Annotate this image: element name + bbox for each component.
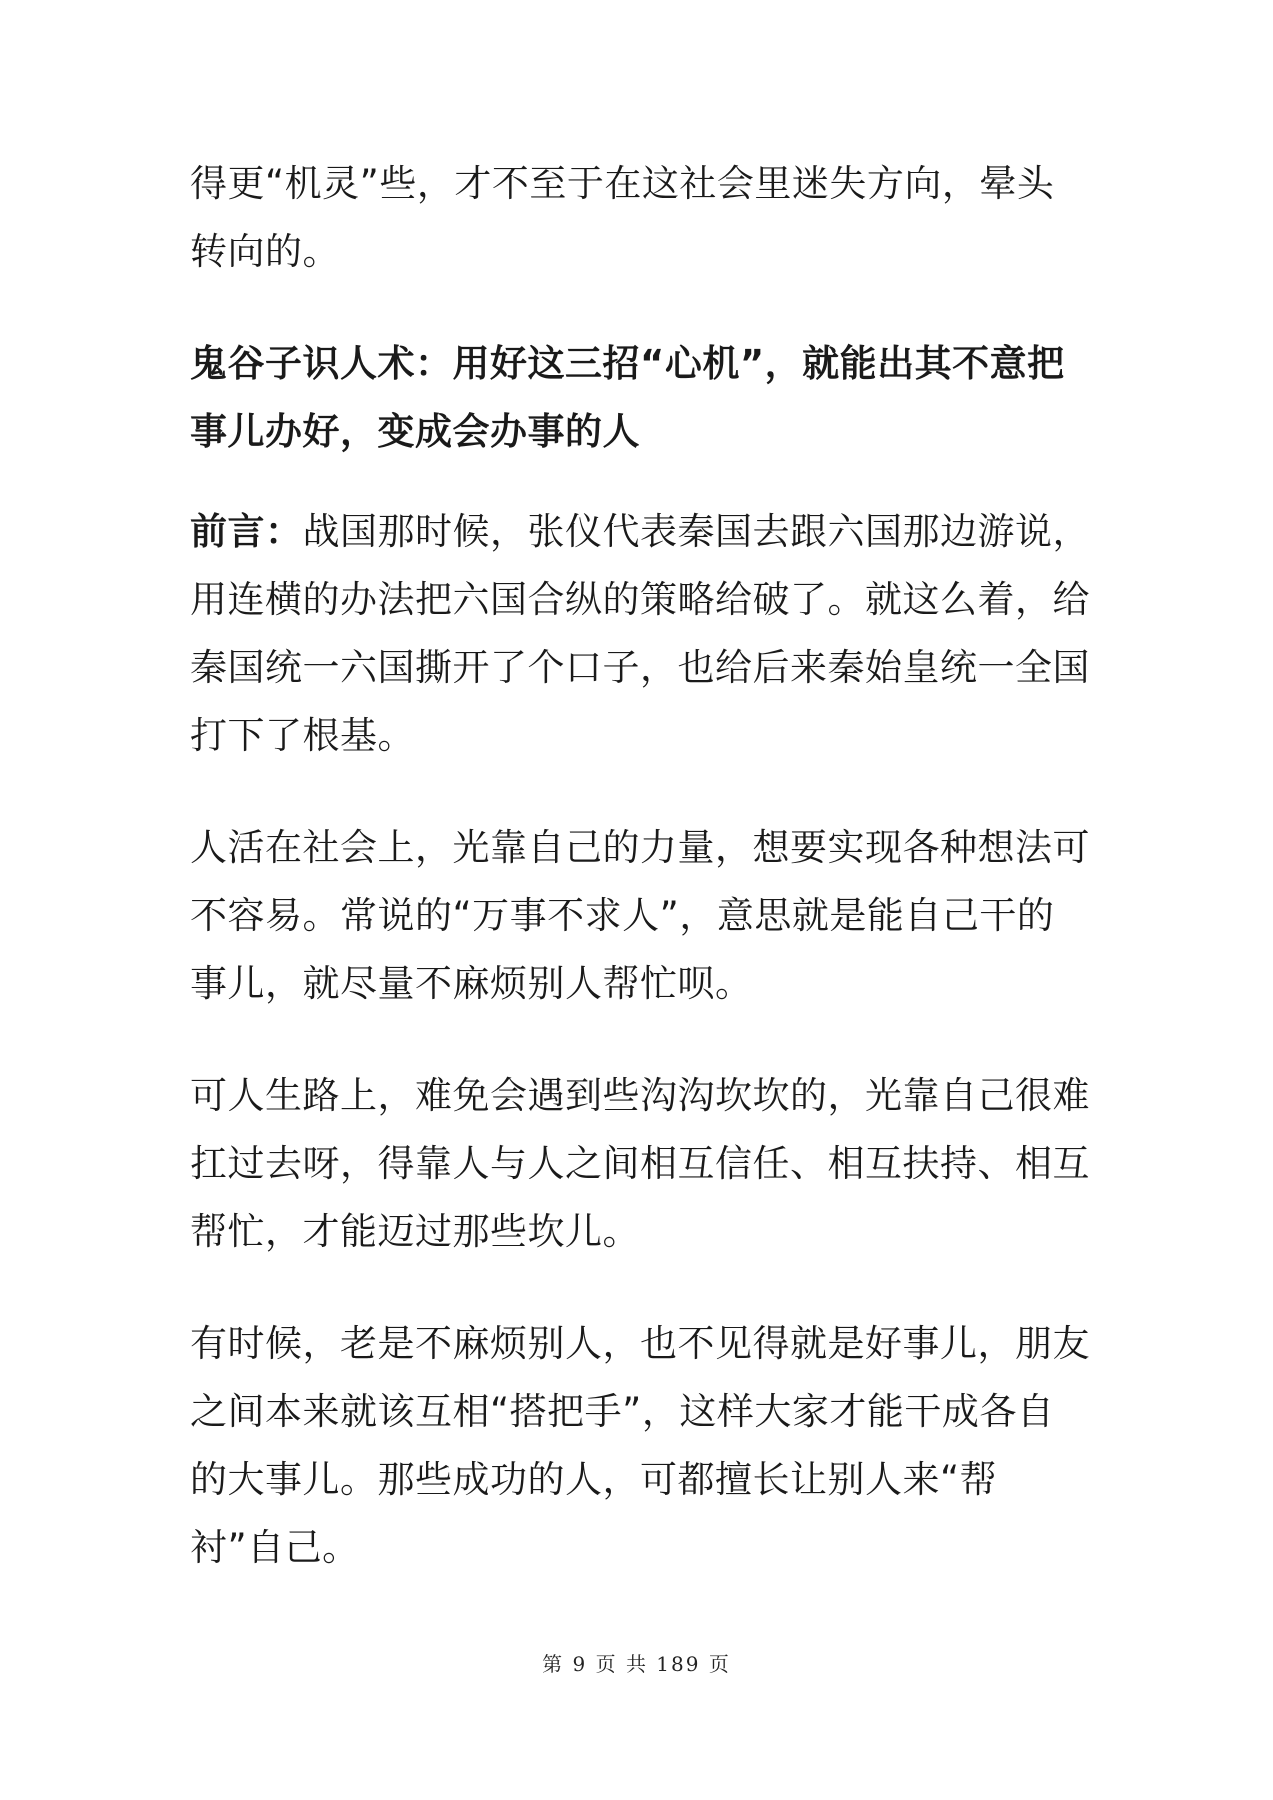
page-number-footer: 第 9 页 共 189 页 (542, 1652, 731, 1676)
paragraph-3: 有时候，老是不麻烦别人，也不见得就是好事儿，朋友之间本来就该互相“搭把手”，这样大家才能干成各自的大事儿。那些成功的人，可都擅长让别人来“帮衬”自己。 (190, 1322, 1090, 1569)
preface-paragraph (190, 498, 1090, 770)
paragraph-2: 可人生路上，难免会遇到些沟沟坎坎的，光靠自己很难扛过去呀，得靠人与人之间相互信任、相互扶持、相互帮忙，才能迈过那些坎儿。 (190, 1074, 1090, 1253)
preface-text: 战国那时候，张仪代表秦国去跟六国那边游说，用连横的办法把六国合纵的策略给破了。就这么着，给秦国统一六国撕开了个口子，也给后来秦始皇统一全国打下了根基。 (190, 510, 1090, 757)
document-body (190, 150, 1090, 1626)
paragraph-1: 人活在社会上，光靠自己的力量，想要实现各种想法可不容易。常说的“万事不求人”，意思就是能自己干的事儿，就尽量不麻烦别人帮忙呗。 (190, 826, 1090, 1005)
paragraph-continuation: 得更“机灵”些，才不至于在这社会里迷失方向，晕头转向的。 (190, 162, 1055, 273)
preface-label: 前言： (190, 510, 303, 553)
section-heading: 鬼谷子识人术：用好这三招“心机”，就能出其不意把事儿办好，变成会办事的人 (190, 342, 1065, 453)
